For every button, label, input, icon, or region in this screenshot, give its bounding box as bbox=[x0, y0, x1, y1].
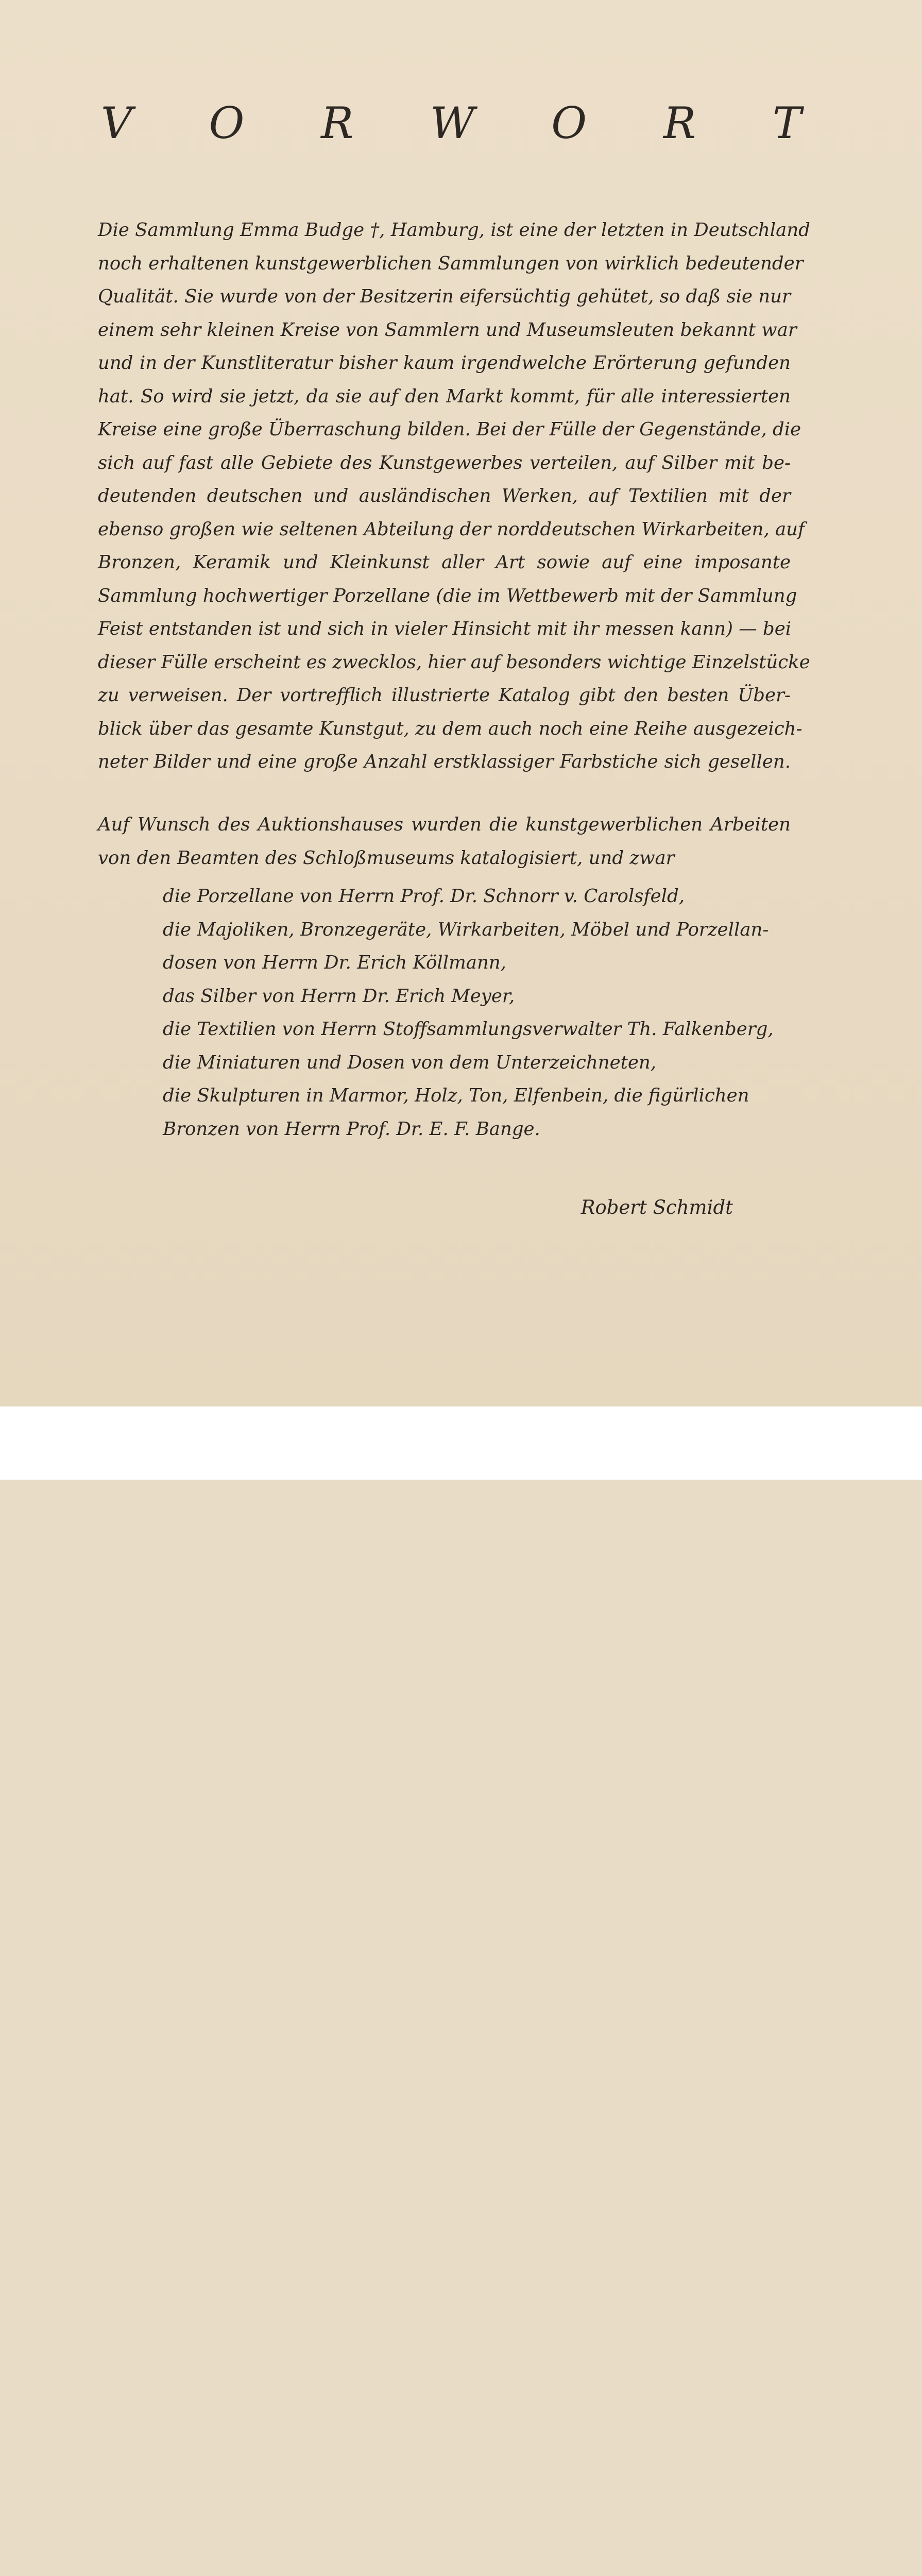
text-line: deutenden deutschen und ausländischen Werken, auf Textilien mit der bbox=[98, 485, 791, 506]
signature: Robert Schmidt bbox=[580, 1196, 733, 1218]
text-line: blick über das gesamte Kunstgut, zu dem auch noch eine Reihe ausgezeich- bbox=[98, 718, 803, 739]
footer-bar bbox=[0, 1406, 922, 1480]
text-line: zu verweisen. Der vortrefflich illustrierte Katalog gibt den besten Über- bbox=[98, 685, 791, 706]
text-line: einem sehr kleinen Kreise von Sammlern und Museumsleuten bekannt war bbox=[98, 319, 797, 341]
title-letter: O bbox=[209, 98, 245, 148]
list-item: die Textilien von Herrn Stoffsammlungsverwalter Th. Falkenberg, bbox=[163, 1019, 774, 1040]
list-item: die Skulpturen in Marmor, Holz, Ton, Elfenbein, die figürlichen bbox=[163, 1085, 749, 1106]
list-item: die Miniaturen und Dosen von dem Unterzeichneten, bbox=[163, 1052, 657, 1073]
title-letter: O bbox=[551, 98, 587, 148]
title-letter: R bbox=[663, 98, 696, 148]
text-line: sich auf fast alle Gebiete des Kunstgewerbes verteilen, auf Silber mit be- bbox=[98, 452, 791, 473]
text-line: von den Beamten des Schloßmuseums katalogisiert, und zwar bbox=[98, 847, 675, 869]
text-line: Qualität. Sie wurde von der Besitzerin eifersüchtig gehütet, so daß sie nur bbox=[98, 286, 791, 307]
text-line: Kreise eine große Überraschung bilden. Bei der Fülle der Gegenstände, die bbox=[98, 419, 801, 440]
cataloguer-list bbox=[163, 880, 794, 1146]
text-line: hat. So wird sie jetzt, da sie auf den Markt kommt, für alle interessierten bbox=[98, 385, 791, 407]
text-line: Auf Wunsch des Auktionshauses wurden die kunstgewerblichen Arbeiten bbox=[98, 814, 791, 835]
text-line: Die Sammlung Emma Budge †, Hamburg, ist eine der letzten in Deutschland bbox=[98, 219, 810, 241]
list-item: dosen von Herrn Dr. Erich Köllmann, bbox=[163, 952, 506, 973]
text-line: Sammlung hochwertiger Porzellane (die im Wettbewerb mit der Sammlung bbox=[98, 585, 797, 606]
text-line: Feist entstanden ist und sich in vieler Hinsicht mit ihr messen kann) — bei bbox=[98, 618, 792, 639]
text-line: noch erhaltenen kunstgewerblichen Sammlungen von wirklich bedeutender bbox=[98, 252, 804, 274]
list-item: das Silber von Herrn Dr. Erich Meyer, bbox=[163, 985, 515, 1007]
list-item: Bronzen von Herrn Prof. Dr. E. F. Bange. bbox=[163, 1118, 540, 1140]
list-item: die Majoliken, Bronzegeräte, Wirkarbeiten, Möbel und Porzellan- bbox=[163, 919, 769, 940]
page-title bbox=[101, 98, 801, 148]
text-line: Bronzen, Keramik und Kleinkunst aller Art sowie auf eine imposante bbox=[98, 552, 791, 573]
paragraph-intro bbox=[98, 214, 810, 779]
list-item: die Porzellane von Herrn Prof. Dr. Schnorr v. Carolsfeld, bbox=[163, 886, 685, 907]
title-letter: R bbox=[321, 98, 354, 148]
title-letter: V bbox=[101, 98, 132, 148]
text-line: neter Bilder und eine große Anzahl erstklassiger Farbstiche sich gesellen. bbox=[98, 751, 791, 772]
text-line: dieser Fülle erscheint es zwecklos, hier auf besonders wichtige Einzelstücke bbox=[98, 651, 810, 673]
title-letter: T bbox=[772, 98, 801, 148]
title-letter: W bbox=[430, 98, 475, 148]
text-line: ebenso großen wie seltenen Abteilung der norddeutschen Wirkarbeiten, auf bbox=[98, 518, 805, 540]
text-line: und in der Kunstliteratur bisher kaum irgendwelche Erörterung gefunden bbox=[98, 352, 791, 374]
paragraph-cataloguers bbox=[98, 808, 791, 875]
